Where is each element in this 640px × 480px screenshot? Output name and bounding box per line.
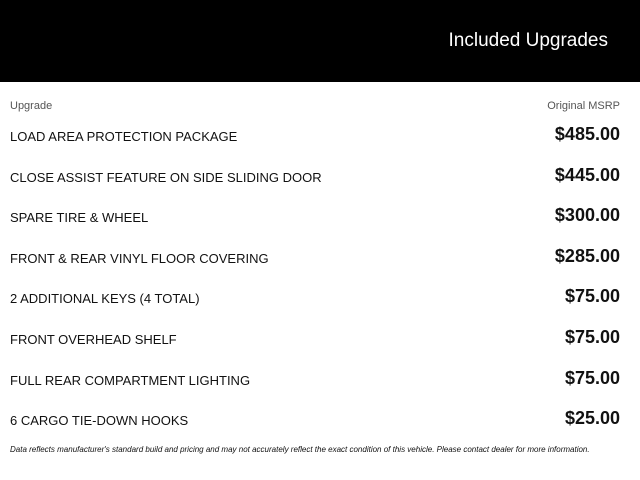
upgrade-name: CLOSE ASSIST FEATURE ON SIDE SLIDING DOOR [10,169,322,185]
upgrade-price: $75.00 [564,286,620,307]
upgrade-row [10,400,620,441]
upgrade-price: $300.00 [554,205,620,226]
upgrade-name: SPARE TIRE & WHEEL [10,210,149,226]
header-bar [0,0,640,82]
upgrade-price: $75.00 [564,326,620,347]
msrp-column-header: Original MSRP [547,100,620,112]
upgrade-price: $75.00 [564,367,620,388]
upgrade-price: $485.00 [554,124,620,144]
upgrade-name: LOAD AREA PROTECTION PACKAGE [10,129,238,144]
upgrade-name: FULL REAR COMPARTMENT LIGHTING [10,372,251,388]
upgrade-column-header: Upgrade [10,100,53,112]
upgrade-row [10,319,620,360]
upgrade-price: $25.00 [564,408,620,429]
upgrade-price: $285.00 [554,245,620,266]
upgrade-name: 6 CARGO TIE-DOWN HOOKS [10,413,189,429]
upgrades-list [10,116,620,441]
page-title: Included Upgrades [448,30,608,51]
upgrade-name: FRONT & REAR VINYL FLOOR COVERING [10,250,269,266]
upgrade-name: 2 ADDITIONAL KEYS (4 TOTAL) [10,291,200,307]
upgrade-row [10,116,620,157]
upgrade-row [10,360,620,401]
upgrade-row [10,278,620,319]
upgrade-row [10,238,620,279]
column-headers [10,100,620,114]
upgrade-price: $445.00 [554,164,620,185]
upgrade-row [10,197,620,238]
upgrade-row [10,157,620,198]
disclaimer-text: Data reflects manufacturer's standard build and pricing and may not accurately reflect the exact condition of this vehicle. Please contact dealer for more information. [10,445,590,454]
upgrade-name: FRONT OVERHEAD SHELF [10,331,177,347]
